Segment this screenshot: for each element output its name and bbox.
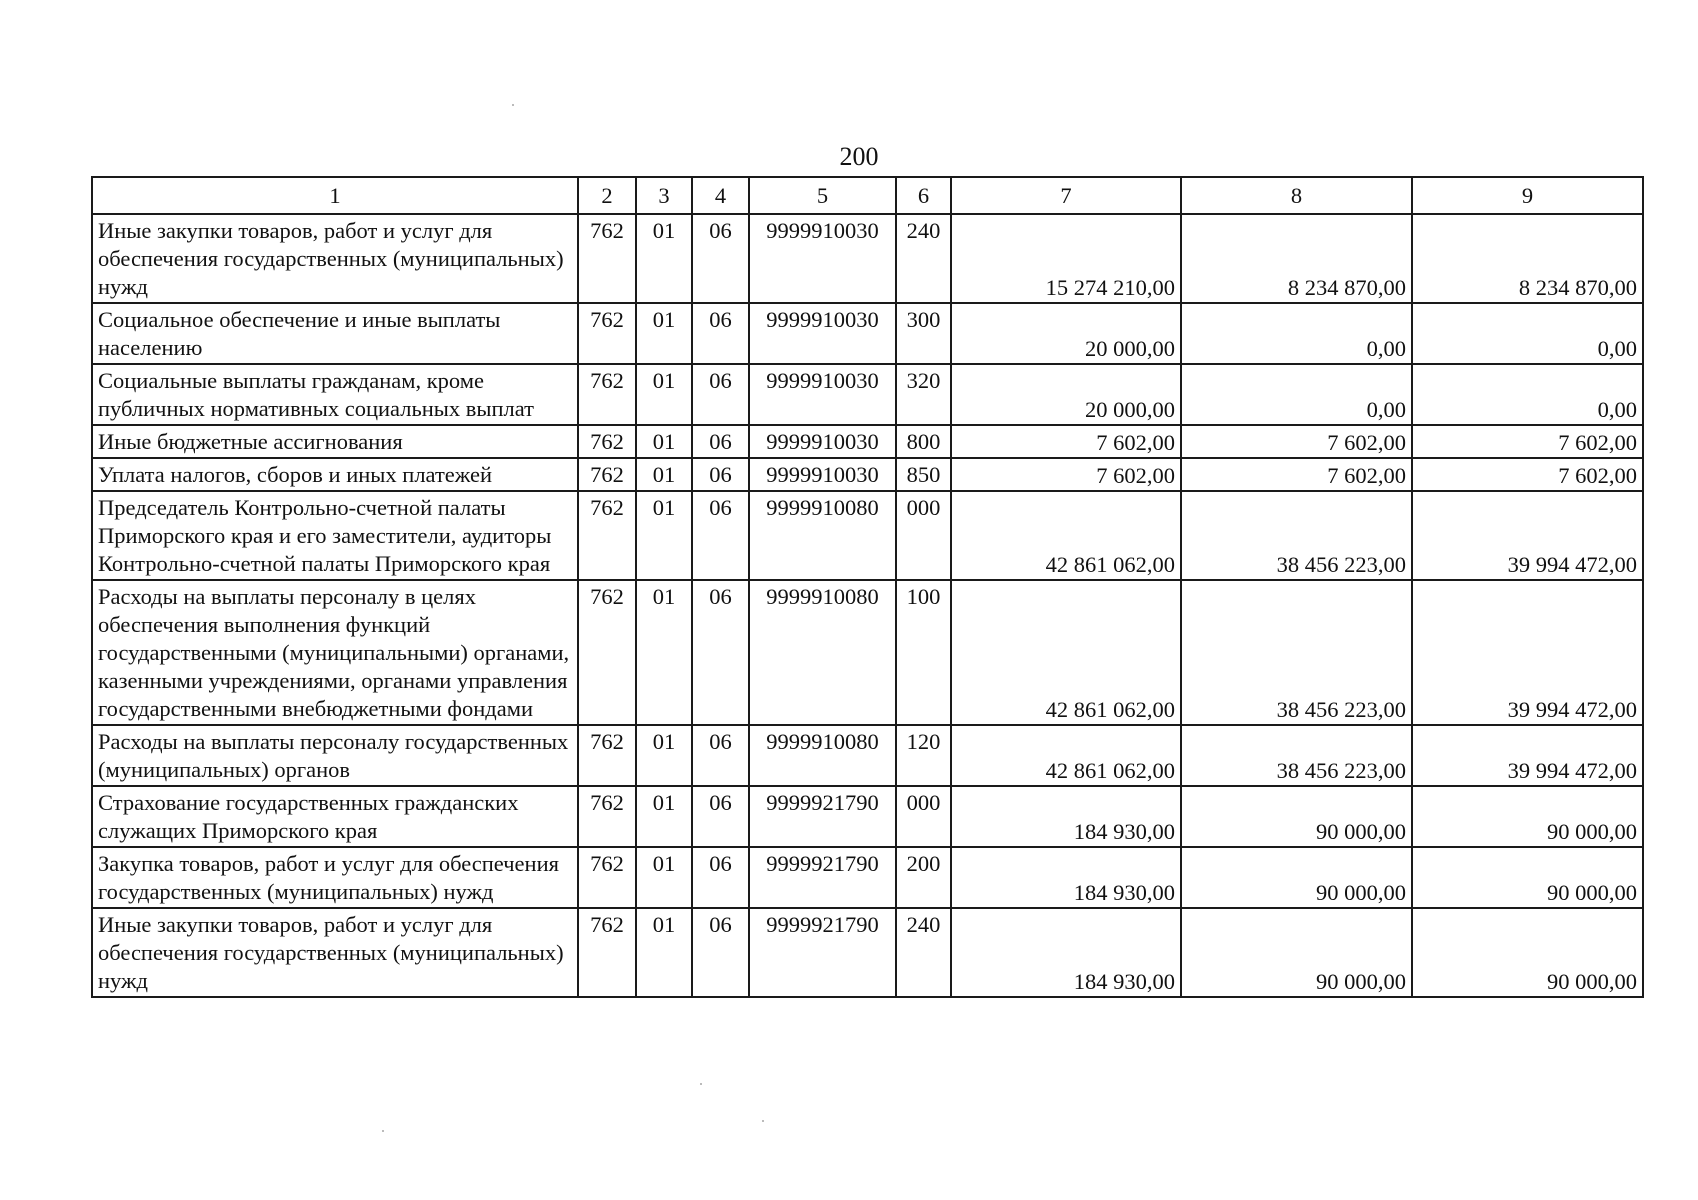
amount-col7: 42 861 062,00 xyxy=(951,491,1181,580)
expense-type-code: 120 xyxy=(896,725,951,786)
column-header: 7 xyxy=(951,177,1181,214)
row-name: Уплата налогов, сборов и иных платежей xyxy=(92,458,578,491)
subsection-code: 06 xyxy=(692,364,749,425)
target-article-code: 9999910030 xyxy=(749,458,896,491)
subsection-code: 06 xyxy=(692,725,749,786)
subsection-code: 06 xyxy=(692,786,749,847)
target-article-code: 9999921790 xyxy=(749,786,896,847)
amount-col8: 38 456 223,00 xyxy=(1181,580,1412,725)
amount-col7: 7 602,00 xyxy=(951,425,1181,458)
ministry-code: 762 xyxy=(578,908,636,997)
scan-speck xyxy=(512,104,514,106)
expense-type-code: 240 xyxy=(896,908,951,997)
target-article-code: 9999921790 xyxy=(749,847,896,908)
amount-col9: 39 994 472,00 xyxy=(1412,491,1643,580)
expense-type-code: 000 xyxy=(896,786,951,847)
row-name: Страхование государственных гражданских служащих Приморского края xyxy=(92,786,578,847)
amount-col9: 7 602,00 xyxy=(1412,425,1643,458)
amount-col7: 20 000,00 xyxy=(951,303,1181,364)
row-name: Председатель Контрольно-счетной палаты Приморского края и его заместители, аудиторы Контрольно-счетной палаты Приморского края xyxy=(92,491,578,580)
column-header: 3 xyxy=(636,177,692,214)
ministry-code: 762 xyxy=(578,580,636,725)
amount-col7: 184 930,00 xyxy=(951,847,1181,908)
subsection-code: 06 xyxy=(692,908,749,997)
scan-speck xyxy=(762,1120,764,1122)
table-row xyxy=(92,214,1643,303)
amount-col9: 39 994 472,00 xyxy=(1412,580,1643,725)
section-code: 01 xyxy=(636,303,692,364)
budget-table xyxy=(91,176,1644,998)
scan-speck xyxy=(382,1130,384,1132)
amount-col7: 7 602,00 xyxy=(951,458,1181,491)
row-name: Иные закупки товаров, работ и услуг для обеспечения государственных (муниципальных) нужд xyxy=(92,214,578,303)
table-row xyxy=(92,303,1643,364)
table-row xyxy=(92,491,1643,580)
amount-col7: 20 000,00 xyxy=(951,364,1181,425)
subsection-code: 06 xyxy=(692,491,749,580)
table-row xyxy=(92,458,1643,491)
target-article-code: 9999910030 xyxy=(749,364,896,425)
section-code: 01 xyxy=(636,214,692,303)
subsection-code: 06 xyxy=(692,425,749,458)
ministry-code: 762 xyxy=(578,491,636,580)
amount-col7: 15 274 210,00 xyxy=(951,214,1181,303)
row-name: Социальные выплаты гражданам, кроме публичных нормативных социальных выплат xyxy=(92,364,578,425)
target-article-code: 9999910080 xyxy=(749,580,896,725)
column-header: 4 xyxy=(692,177,749,214)
ministry-code: 762 xyxy=(578,425,636,458)
row-name: Закупка товаров, работ и услуг для обеспечения государственных (муниципальных) нужд xyxy=(92,847,578,908)
amount-col7: 42 861 062,00 xyxy=(951,725,1181,786)
amount-col9: 7 602,00 xyxy=(1412,458,1643,491)
target-article-code: 9999910080 xyxy=(749,725,896,786)
subsection-code: 06 xyxy=(692,214,749,303)
expense-type-code: 320 xyxy=(896,364,951,425)
section-code: 01 xyxy=(636,725,692,786)
column-header: 9 xyxy=(1412,177,1643,214)
expense-type-code: 000 xyxy=(896,491,951,580)
amount-col9: 0,00 xyxy=(1412,364,1643,425)
amount-col9: 90 000,00 xyxy=(1412,786,1643,847)
expense-type-code: 300 xyxy=(896,303,951,364)
ministry-code: 762 xyxy=(578,786,636,847)
row-name: Иные закупки товаров, работ и услуг для обеспечения государственных (муниципальных) нужд xyxy=(92,908,578,997)
amount-col8: 38 456 223,00 xyxy=(1181,491,1412,580)
amount-col8: 0,00 xyxy=(1181,364,1412,425)
section-code: 01 xyxy=(636,364,692,425)
amount-col9: 90 000,00 xyxy=(1412,908,1643,997)
section-code: 01 xyxy=(636,847,692,908)
expense-type-code: 100 xyxy=(896,580,951,725)
column-header: 1 xyxy=(92,177,578,214)
section-code: 01 xyxy=(636,491,692,580)
ministry-code: 762 xyxy=(578,364,636,425)
row-name: Иные бюджетные ассигнования xyxy=(92,425,578,458)
column-header: 2 xyxy=(578,177,636,214)
table-row xyxy=(92,425,1643,458)
amount-col8: 90 000,00 xyxy=(1181,908,1412,997)
amount-col7: 42 861 062,00 xyxy=(951,580,1181,725)
expense-type-code: 200 xyxy=(896,847,951,908)
subsection-code: 06 xyxy=(692,458,749,491)
table-row xyxy=(92,580,1643,725)
section-code: 01 xyxy=(636,786,692,847)
section-code: 01 xyxy=(636,425,692,458)
expense-type-code: 240 xyxy=(896,214,951,303)
amount-col8: 38 456 223,00 xyxy=(1181,725,1412,786)
table-row xyxy=(92,364,1643,425)
row-name: Социальное обеспечение и иные выплаты населению xyxy=(92,303,578,364)
target-article-code: 9999910030 xyxy=(749,425,896,458)
column-header: 8 xyxy=(1181,177,1412,214)
target-article-code: 9999921790 xyxy=(749,908,896,997)
amount-col8: 7 602,00 xyxy=(1181,425,1412,458)
page-number: 200 xyxy=(839,142,879,171)
amount-col8: 8 234 870,00 xyxy=(1181,214,1412,303)
ministry-code: 762 xyxy=(578,847,636,908)
target-article-code: 9999910030 xyxy=(749,303,896,364)
section-code: 01 xyxy=(636,458,692,491)
expense-type-code: 850 xyxy=(896,458,951,491)
scan-speck xyxy=(700,1083,702,1085)
amount-col8: 0,00 xyxy=(1181,303,1412,364)
expense-type-code: 800 xyxy=(896,425,951,458)
ministry-code: 762 xyxy=(578,214,636,303)
column-header: 6 xyxy=(896,177,951,214)
ministry-code: 762 xyxy=(578,458,636,491)
table-row xyxy=(92,847,1643,908)
amount-col8: 7 602,00 xyxy=(1181,458,1412,491)
header-row xyxy=(92,177,1643,214)
amount-col7: 184 930,00 xyxy=(951,786,1181,847)
target-article-code: 9999910080 xyxy=(749,491,896,580)
amount-col8: 90 000,00 xyxy=(1181,786,1412,847)
section-code: 01 xyxy=(636,908,692,997)
row-name: Расходы на выплаты персоналу в целях обеспечения выполнения функций государственными (муниципальными) органами, казенными учреждениями, органами управления государственными внебюджетными фондами xyxy=(92,580,578,725)
ministry-code: 762 xyxy=(578,725,636,786)
subsection-code: 06 xyxy=(692,580,749,725)
amount-col9: 90 000,00 xyxy=(1412,847,1643,908)
section-code: 01 xyxy=(636,580,692,725)
amount-col8: 90 000,00 xyxy=(1181,847,1412,908)
amount-col9: 8 234 870,00 xyxy=(1412,214,1643,303)
table-row xyxy=(92,908,1643,997)
amount-col7: 184 930,00 xyxy=(951,908,1181,997)
table-row xyxy=(92,725,1643,786)
subsection-code: 06 xyxy=(692,847,749,908)
amount-col9: 0,00 xyxy=(1412,303,1643,364)
ministry-code: 762 xyxy=(578,303,636,364)
target-article-code: 9999910030 xyxy=(749,214,896,303)
row-name: Расходы на выплаты персоналу государственных (муниципальных) органов xyxy=(92,725,578,786)
column-header: 5 xyxy=(749,177,896,214)
subsection-code: 06 xyxy=(692,303,749,364)
amount-col9: 39 994 472,00 xyxy=(1412,725,1643,786)
table-row xyxy=(92,786,1643,847)
